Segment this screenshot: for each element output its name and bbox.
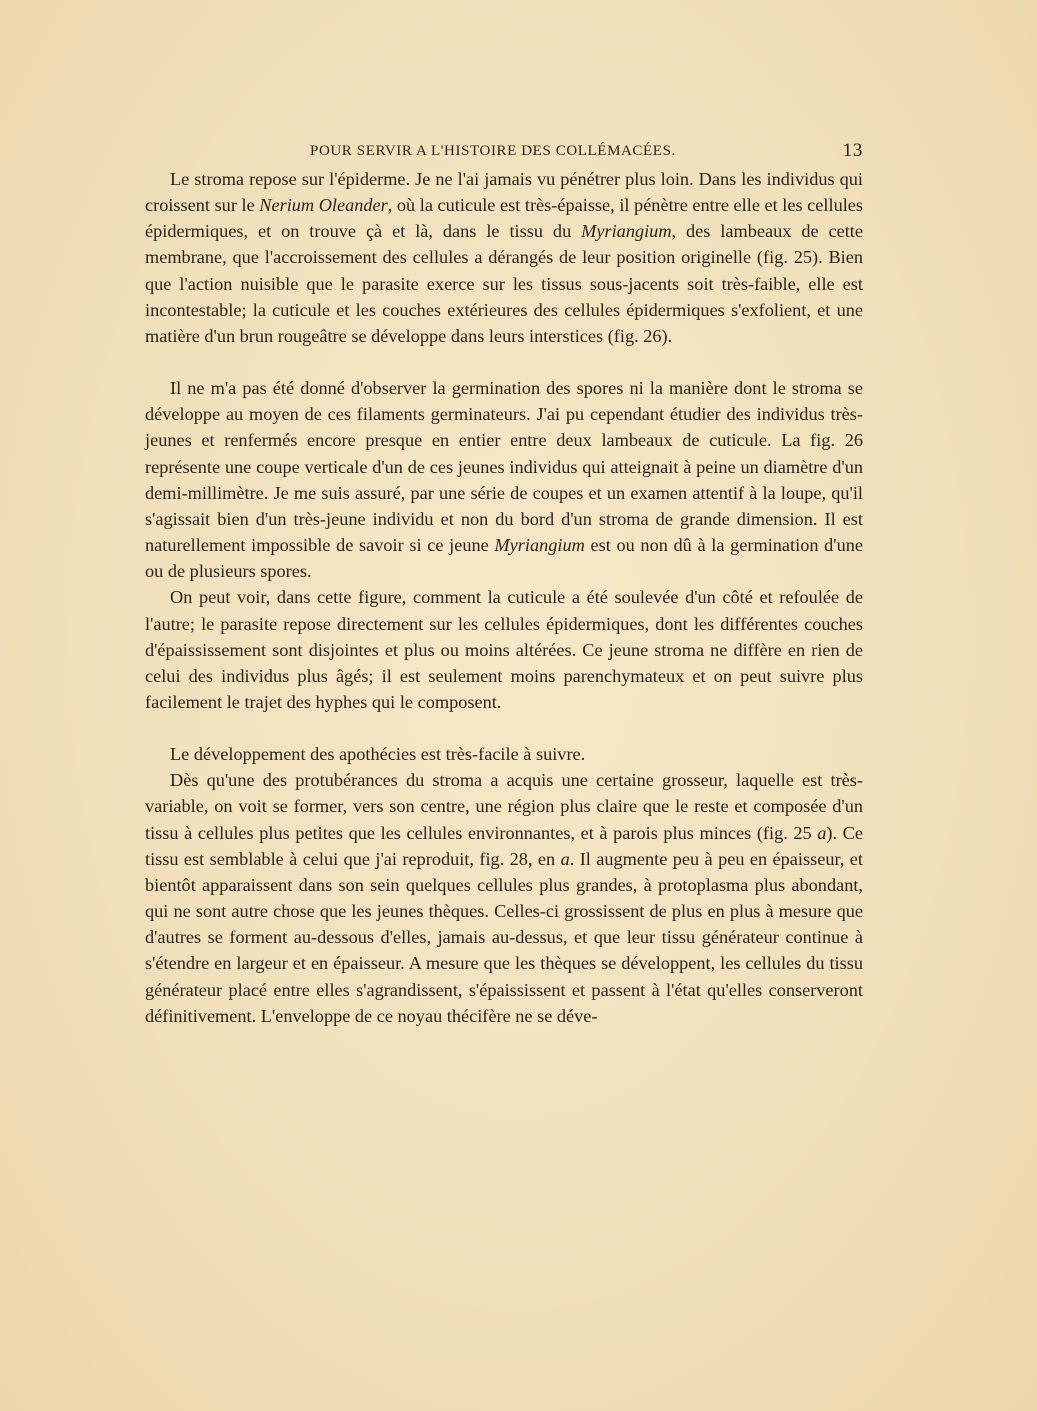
body-text (145, 166, 863, 1029)
taxon-name: Myriangium (494, 535, 585, 556)
figure-reference-letter: a (560, 848, 570, 869)
figure-reference-letter: a (817, 822, 827, 843)
running-head (145, 140, 863, 166)
paragraph: Il ne m'a pas été donné d'observer la germination des spores ni la manière dont le stroma se développe au moyen de ces filaments germinateurs. J'ai pu cependant étudier des individus très-jeunes et renfermés encore presque en entier entre deux lambeaux de cuticule. La fig. 26 représente une coupe verticale d'un de ces jeunes individus qui atteignait à peine un diamètre d'un demi-millimètre. Je me suis assuré, par une série de coupes et un examen attentif à la loupe, qu'il s'agissait bien d'un très-jeune individu et non du bord d'un stroma de grande dimension. Il est naturellement impossible de savoir si ce jeune Myriangium est ou non dû à la germination d'une ou de plusieurs spores. (145, 378, 863, 582)
taxon-name: Nerium Oleander (259, 195, 388, 216)
page-number: 13 (842, 140, 863, 161)
page (145, 140, 863, 1029)
paragraph: On peut voir, dans cette figure, comment la cuticule a été soulevée d'un côté et refoulée de l'autre; le parasite repose directement sur les cellules épidermiques, dont les différentes couches d'épaississement sont disjointes et plus ou moins altérées. Ce jeune stroma ne diffère en rien de celui des individus plus âgés; il est seulement moins parenchymateux et on peut suivre plus facilement le trajet des hyphes qui le composent. (145, 587, 863, 712)
paragraph: Dès qu'une des protubérances du stroma a acquis une certaine grosseur, laquelle est très-variable, on voit se former, vers son centre, une région plus claire que le reste et composée d'un tissu à cellules plus petites que les cellules environnantes, et à parois plus minces (fig. 25 a). Ce tissu est semblable à celui que j'ai reproduit, fig. 28, en a. Il augmente peu à peu en épaisseur, et bientôt apparaissent dans son sein quelques cellules plus grandes, à protoplasma plus abondant, qui ne sont autre chose que les jeunes thèques. Celles-ci grossissent de plus en plus à mesure que d'autres se forment au-dessous d'elles, jamais au-dessus, et que leur tissu générateur continue à s'étendre en largeur et en épaisseur. A mesure que les thèques se développent, les cellules du tissu générateur placé entre elles s'agrandissent, s'épaississent et passent à l'état qu'elles conserveront définitivement. L'enveloppe de ce noyau thécifère ne se déve- (145, 770, 863, 1026)
paragraph: Le stroma repose sur l'épiderme. Je ne l'ai jamais vu pénétrer plus loin. Dans les individus qui croissent sur le Nerium Oleander, où la cuticule est très-épaisse, il pénètre entre elle et les cellules épidermiques, et on trouve çà et là, dans le tissu du Myriangium, des lambeaux de cette membrane, que l'accroissement des cellules a dérangés de leur position originelle (fig. 25). Bien que l'action nuisible que le parasite exerce sur les tissus sous-jacents soit très-faible, elle est incontestable; la cuticule et les couches extérieures des cellules épidermiques s'exfolient, et une matière d'un brun rougeâtre se développe dans leurs interstices (fig. 26). (145, 169, 864, 346)
paragraph: Le développement des apothécies est très-facile à suivre. (170, 744, 586, 765)
taxon-name: Myriangium (581, 221, 672, 242)
running-title: POUR SERVIR A L'HISTOIRE DES COLLÉMACÉES. (310, 143, 676, 159)
